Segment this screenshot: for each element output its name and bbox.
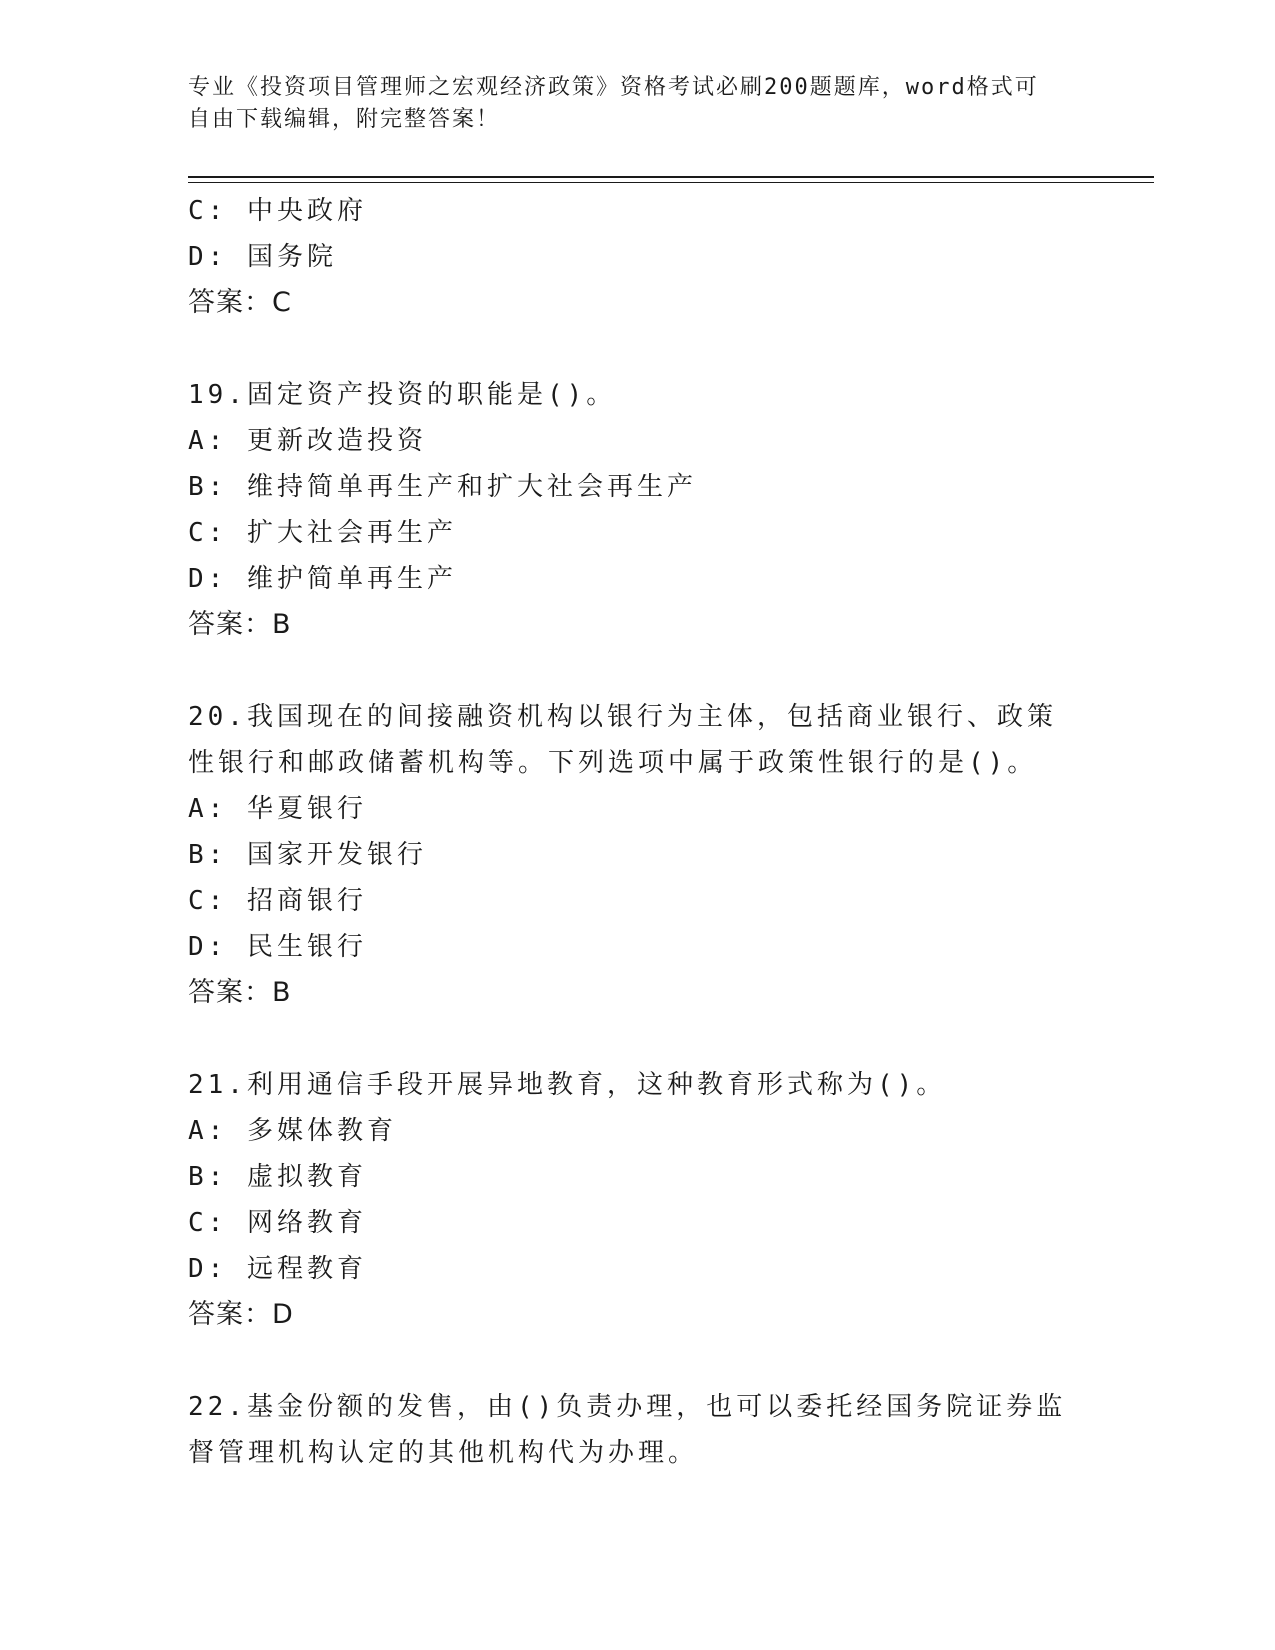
option-d: D: 国务院 xyxy=(188,242,337,272)
option-d: D: 民生银行 xyxy=(188,932,367,962)
option-a: A: 华夏银行 xyxy=(188,794,367,824)
option-d: D: 远程教育 xyxy=(188,1254,367,1284)
option-b: B: 虚拟教育 xyxy=(188,1162,367,1192)
option-c: C: 网络教育 xyxy=(188,1208,367,1238)
question-text: 19.固定资产投资的职能是()。 xyxy=(188,380,617,410)
spacer xyxy=(188,1338,1088,1384)
header-line-2: 自由下载编辑，附完整答案！ xyxy=(188,107,501,132)
option-a: A: 更新改造投资 xyxy=(188,426,427,456)
spacer xyxy=(188,1016,1088,1062)
answer: 答案：B xyxy=(188,977,292,1008)
option-c: C: 扩大社会再生产 xyxy=(188,518,457,548)
answer: 答案：C xyxy=(188,287,292,318)
question-21 xyxy=(188,1062,1088,1338)
header-divider-thick xyxy=(188,176,1154,178)
question-22 xyxy=(188,1384,1088,1476)
question-18-continuation xyxy=(188,188,1088,326)
spacer xyxy=(188,326,1088,372)
question-text: 20.我国现在的间接融资机构以银行为主体，包括商业银行、政策性银行和邮政储蓄机构等。下列选项中属于政策性银行的是()。 xyxy=(188,702,1057,778)
header-line-1: 专业《投资项目管理师之宏观经济政策》资格考试必刷200题题库，word格式可 xyxy=(188,75,1039,100)
answer: 答案：D xyxy=(188,1299,294,1330)
question-20 xyxy=(188,694,1088,1016)
option-a: A: 多媒体教育 xyxy=(188,1116,397,1146)
question-text: 21.利用通信手段开展异地教育，这种教育形式称为()。 xyxy=(188,1070,947,1100)
question-text: 22.基金份额的发售，由()负责办理，也可以委托经国务院证券监督管理机构认定的其他机构代为办理。 xyxy=(188,1392,1067,1468)
option-c: C: 招商银行 xyxy=(188,886,367,916)
question-list xyxy=(188,188,1088,1476)
header-divider-thin xyxy=(188,182,1154,183)
document-header xyxy=(188,72,1088,136)
answer: 答案：B xyxy=(188,609,292,640)
question-19 xyxy=(188,372,1088,648)
option-b: B: 维持简单再生产和扩大社会再生产 xyxy=(188,472,697,502)
spacer xyxy=(188,648,1088,694)
option-c: C: 中央政府 xyxy=(188,196,367,226)
option-d: D: 维护简单再生产 xyxy=(188,564,457,594)
option-b: B: 国家开发银行 xyxy=(188,840,427,870)
